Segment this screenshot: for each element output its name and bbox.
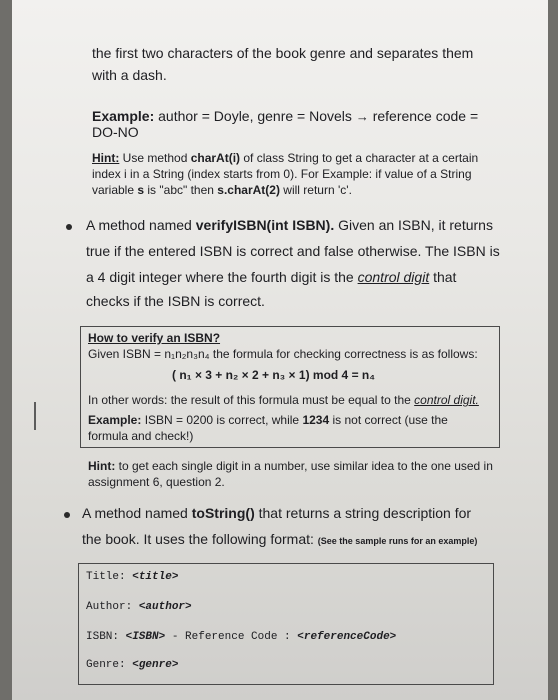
- tostring-line-2: [82, 530, 477, 551]
- arrow-right-icon: →: [355, 109, 369, 124]
- tostring-method: toString(): [191, 505, 255, 521]
- how-box-title: How to verify an ISBN?: [88, 331, 221, 345]
- verify-method: verifyISBN(int ISBN).: [195, 217, 335, 233]
- bullet-icon: [66, 224, 72, 230]
- hint1-text-b: of class String to get a character at a certain: [240, 151, 479, 165]
- hint1-text-a: Use method: [119, 151, 191, 165]
- example-result-value: DO-NO: [92, 124, 139, 140]
- how-box-other-text: In other words: the result of this formula must be equal to the: [88, 393, 415, 407]
- hint2-line-1: [88, 458, 493, 474]
- how-box-example-label: Example:: [88, 413, 142, 427]
- hint1-label: Hint:: [92, 151, 120, 165]
- how-box-example-num: 1234: [302, 413, 330, 427]
- tostring-line-1: [82, 504, 471, 523]
- intro-line-2: with a dash.: [92, 67, 167, 83]
- page-crease: [34, 402, 36, 430]
- hint1-text-e: will return 'c'.: [279, 183, 352, 197]
- how-box-other: [88, 392, 479, 408]
- bullet-icon: [64, 512, 70, 518]
- hint2-label: Hint:: [88, 459, 116, 473]
- format-isbn-val: <ISBN>: [125, 631, 166, 643]
- format-title-val: <title>: [132, 571, 179, 583]
- hint1-text-c: variable: [92, 183, 138, 197]
- format-genre-key: Genre:: [86, 659, 133, 671]
- verify-text-a: A method named: [86, 217, 196, 233]
- how-box-example-line-2: formula and check!): [88, 429, 194, 443]
- verify-text-b: Given an ISBN, it returns: [334, 217, 493, 233]
- how-box-given: Given ISBN = n₁n₂n₃n₄ the formula for checking correctness is as follows:: [88, 347, 478, 361]
- tostring-text-b: that returns a string description for: [254, 505, 472, 521]
- hint1-text-d: is "abc" then: [144, 183, 218, 197]
- how-box-control-digit: control digit.: [414, 393, 479, 407]
- verify-line-3: [86, 268, 456, 287]
- verify-line-4: checks if the ISBN is correct.: [86, 293, 265, 309]
- how-box-example-line: [88, 412, 448, 428]
- format-ref-key: - Reference Code :: [165, 631, 298, 643]
- verify-text-d: that: [429, 269, 457, 285]
- tostring-text-c: the book. It uses the following format:: [82, 531, 318, 547]
- example-result: reference code =: [372, 108, 479, 124]
- format-genre-line: [86, 656, 178, 675]
- hint1-var: s: [137, 183, 145, 197]
- hint1-line-1: [92, 150, 478, 166]
- format-isbn-key: ISBN:: [86, 631, 126, 643]
- format-title-line: [86, 568, 178, 587]
- hint1-line-3: [92, 182, 352, 198]
- format-isbn-line: [86, 628, 396, 647]
- verify-line-1: [86, 216, 493, 235]
- tostring-text-a: A method named: [82, 505, 192, 521]
- how-box-example-text-b: is not correct (use the: [329, 413, 448, 427]
- format-author-line: [86, 598, 192, 617]
- how-box-example-text-a: ISBN = 0200 is correct, while: [141, 413, 303, 427]
- intro-line-1: the first two characters of the book genre and separates them: [92, 45, 474, 61]
- format-author-val: <author>: [138, 601, 192, 613]
- document-page: [12, 0, 548, 700]
- verify-line-2: true if the entered ISBN is correct and false otherwise. The ISBN is: [86, 243, 500, 259]
- how-box-formula: ( n₁ × 3 + n₂ × 2 + n₃ × 1) mod 4 = n₄: [172, 368, 375, 382]
- hint2-text: to get each single digit in a number, use similar idea to the one used in: [115, 459, 493, 473]
- hint1-line-2: index i in a String (index starts from 0). For Example: if value of a String: [92, 167, 472, 181]
- hint2-line-2: assignment 6, question 2.: [88, 475, 225, 489]
- format-genre-val: <genre>: [132, 659, 179, 671]
- hint1-call: s.charAt(2): [217, 183, 280, 197]
- format-author-key: Author:: [86, 601, 139, 613]
- format-title-key: Title:: [86, 571, 133, 583]
- tostring-note: (See the sample runs for an example): [317, 536, 478, 546]
- example-line: [92, 107, 478, 126]
- example-text: author = Doyle, genre = Novels: [154, 108, 352, 124]
- verify-control-digit: control digit: [357, 269, 430, 285]
- verify-text-c: a 4 digit integer where the fourth digit is the: [86, 269, 358, 285]
- format-ref-val: <referenceCode>: [297, 631, 397, 643]
- example-label: Example:: [92, 108, 155, 124]
- hint1-method: charAt(i): [190, 151, 241, 165]
